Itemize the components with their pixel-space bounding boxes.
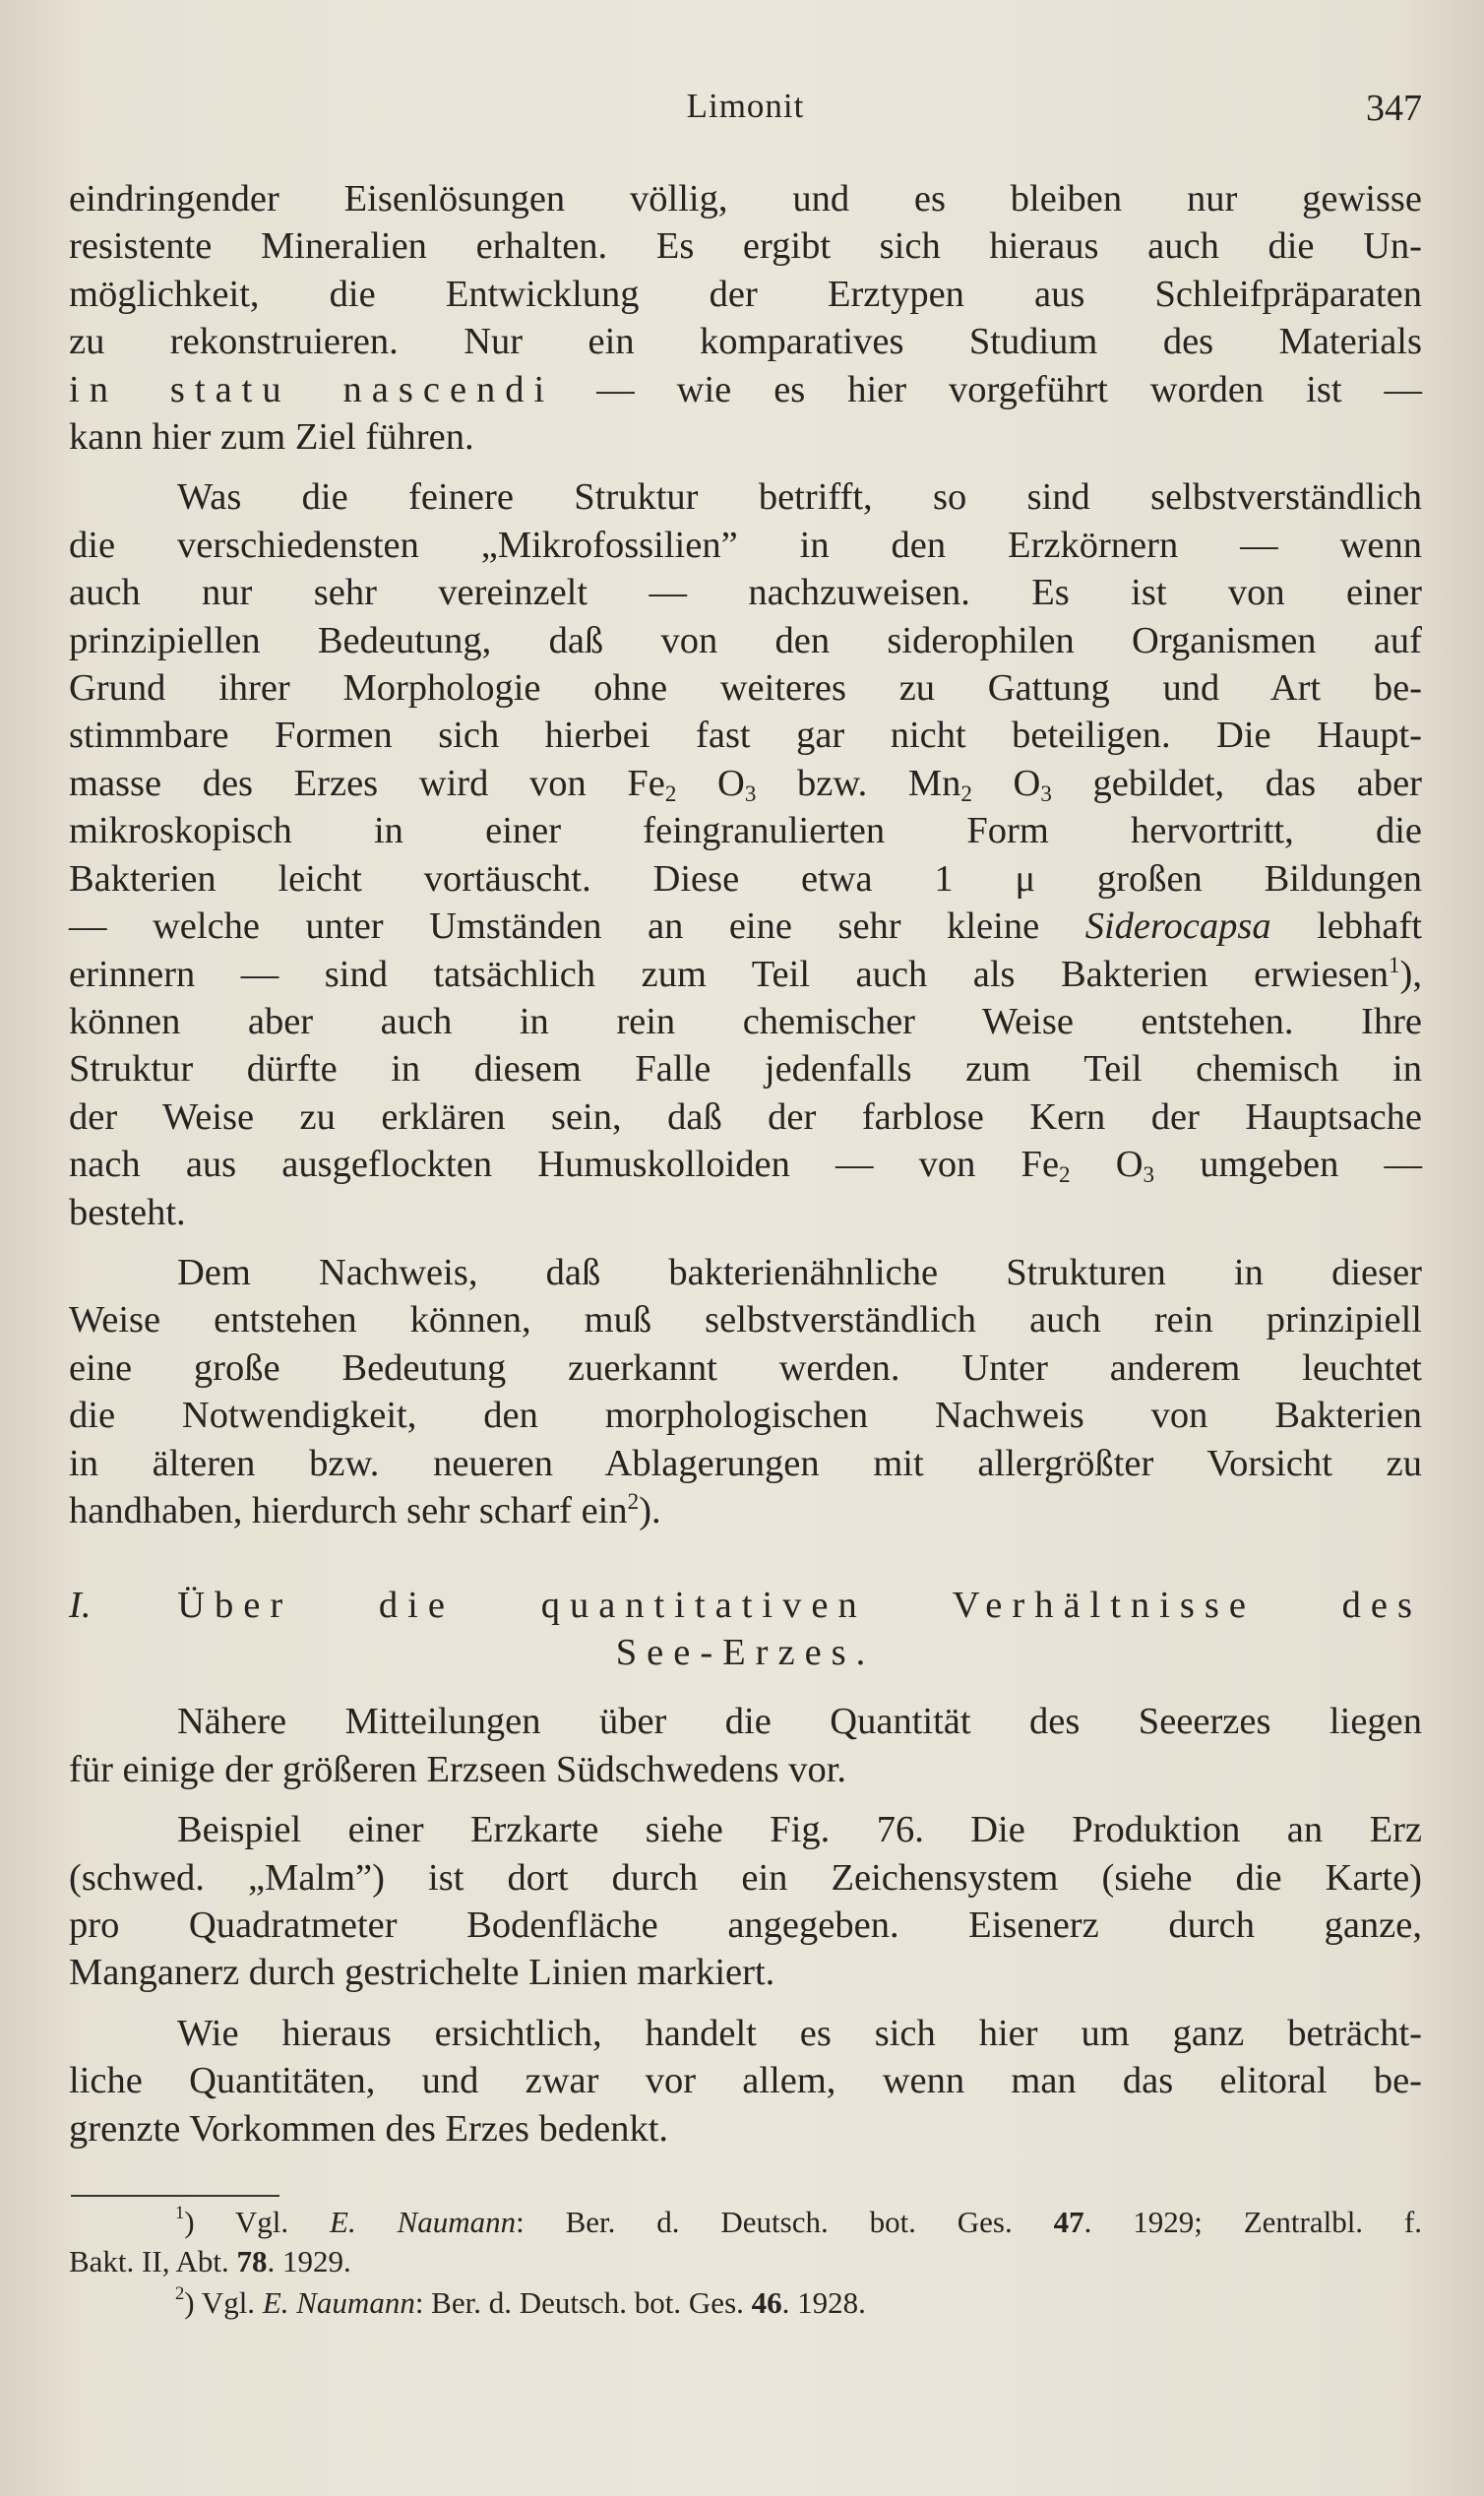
section-heading-line-1 [69, 1582, 1422, 1629]
footnote-volume: 78 [236, 2244, 268, 2278]
footnote-author: E. Naumann [330, 2205, 517, 2239]
text-line: resistente Mineralien erhalten. Es ergibt sich hieraus auch die Un- [69, 225, 1422, 268]
text-line: die Notwendigkeit, den morphologischen Nachweis von Bakterien [69, 1395, 1422, 1437]
footnote-marker: 1 [175, 2203, 185, 2223]
text-line: Beispiel einer Erzkarte siehe Fig. 76. Die Produktion an Erz [177, 1809, 1422, 1851]
text-line: kann hier zum Ziel führen. [69, 416, 474, 459]
text-segment: lebhaft [1270, 905, 1423, 948]
section-paragraph-3 [69, 2010, 1422, 2153]
footnotes [69, 2203, 1422, 2323]
text-line: grenzte Vorkommen des Erzes bedenkt. [69, 2107, 669, 2150]
footnote-line [69, 2283, 1422, 2323]
text-line: in älteren bzw. neueren Ablagerungen mit allergrößter Vorsicht zu [69, 1442, 1422, 1484]
footnote-marker: 2 [175, 2283, 185, 2304]
section-paragraph-2 [69, 1806, 1422, 1997]
subscript: 3 [1143, 1161, 1155, 1188]
text-line: eindringender Eisenlösungen völlig, und es bleiben nur gewisse [69, 178, 1422, 219]
text-line [69, 1141, 1422, 1188]
text-segment: erinnern — sind tatsächlich zum Teil auch als Bakterien erwiesen [69, 953, 1389, 995]
text-segment: O [1070, 1144, 1144, 1186]
text-line [69, 1487, 1422, 1534]
footnote-volume: 47 [1053, 2205, 1084, 2239]
text-segment: : Ber. d. Deutsch. bot. Ges. [414, 2285, 752, 2320]
page-number: 347 [1366, 88, 1422, 129]
footnote-author: E. Naumann [262, 2285, 415, 2320]
text-line: können aber auch in rein chemischer Weise entstehen. Ihre [69, 1000, 1422, 1042]
section-paragraph-1 [69, 1698, 1422, 1793]
text-line [69, 903, 1422, 950]
text-line: zu rekonstruieren. Nur ein komparatives Studium des Materials [69, 321, 1422, 363]
text-segment: masse des Erzes wird von Fe [69, 762, 665, 804]
paragraph-3 [69, 1249, 1422, 1534]
text-line: auch nur sehr vereinzelt — nachzuweisen. Es ist von einer [69, 572, 1422, 614]
italic-genus: Siderocapsa [1084, 905, 1271, 948]
text-line: Grund ihrer Morphologie ohne weiteres zu Gattung und Art be- [69, 667, 1422, 710]
text-segment: nach aus ausgeflockten Humuskolloiden — von Fe [69, 1144, 1060, 1186]
text-line: pro Quadratmeter Bodenfläche angegeben. Eisenerz durch ganze, [69, 1904, 1422, 1946]
text-line: mikroskopisch in einer feingranulierten Form hervortritt, die [69, 810, 1422, 852]
text-line: besteht. [69, 1191, 186, 1233]
text-line: möglichkeit, die Entwicklung der Erztypen aus Schleifpräparaten [69, 273, 1422, 315]
text-segment: . 1929. [267, 2244, 351, 2278]
subscript: 2 [960, 780, 972, 806]
text-line [69, 366, 1422, 413]
text-segment: bzw. Mn [756, 762, 961, 804]
text-segment: O [676, 762, 745, 804]
text-segment: — welche unter Umständen an eine sehr kleine [69, 905, 1085, 948]
section-heading [69, 1582, 1422, 1676]
text-line: Wie hieraus ersichtlich, handelt es sich hier um ganz beträcht- [177, 2012, 1422, 2054]
text-line [69, 760, 1422, 807]
text-segment: . 1928. [781, 2285, 866, 2320]
text-line: Weise entstehen können, muß selbstverständlich auch rein prinzipiell [69, 1299, 1422, 1342]
footnote-2 [69, 2283, 1422, 2323]
text-line: prinzipiellen Bedeutung, daß von den siderophilen Organismen auf [69, 619, 1422, 661]
paragraph-1 [69, 175, 1422, 461]
text-line: Nähere Mitteilungen über die Quantität des Seeerzes liegen [177, 1701, 1422, 1743]
text-segment: — wie es hier vorgeführt worden ist — [554, 368, 1423, 410]
text-segment: ), [1399, 953, 1422, 995]
text-line: die verschiedensten „Mikrofossilien” in den Erzkörnern — wenn [69, 524, 1422, 566]
footnote-ref: 2 [627, 1487, 640, 1514]
text-segment: ) Vgl. [184, 2285, 263, 2320]
text-line: Struktur dürfte in diesem Falle jedenfalls zum Teil chemisch in [69, 1048, 1422, 1091]
text-segment: : Ber. d. Deutsch. bot. Ges. [516, 2205, 1054, 2239]
text-line: für einige der größeren Erzseen Südschwedens vor. [69, 1748, 847, 1790]
text-segment: umgeben — [1154, 1144, 1422, 1186]
footnote-line [69, 2203, 1422, 2242]
subscript: 2 [1059, 1161, 1071, 1188]
footnote-volume: 46 [751, 2285, 782, 2320]
subscript: 2 [664, 780, 677, 806]
running-title: Limonit [686, 87, 805, 125]
text-segment: ) Vgl. [184, 2205, 331, 2239]
body-text [69, 175, 1422, 2153]
text-line: eine große Bedeutung zuerkannt werden. Unter anderem leuchtet [69, 1346, 1422, 1389]
text-line [69, 951, 1422, 998]
paragraph-2 [69, 473, 1422, 1236]
page-header [69, 87, 1422, 136]
text-segment: Bakt. II, Abt. [69, 2244, 237, 2278]
text-line: Bakterien leicht vortäuscht. Diese etwa 1 μ großen Bildungen [69, 857, 1422, 900]
footnote-divider [71, 2195, 279, 2197]
text-segment: gebildet, das aber [1051, 762, 1423, 804]
text-line: (schwed. „Malm”) ist dort durch ein Zeichensystem (siehe die Karte) [69, 1856, 1422, 1899]
text-segment: ). [639, 1489, 661, 1531]
footnote-1 [69, 2203, 1422, 2281]
section-title-text: Über die quantitativen Verhältnisse des [177, 1585, 1422, 1627]
footnote-line [69, 2242, 1422, 2281]
text-line: Dem Nachweis, daß bakterienähnliche Strukturen in dieser [177, 1251, 1422, 1293]
spaced-phrase: in statu nascendi [69, 368, 555, 410]
section-number: I. [69, 1585, 92, 1627]
footnote-ref: 1 [1389, 951, 1400, 977]
text-segment: . 1929; Zentralbl. f. [1083, 2205, 1422, 2239]
text-line: Was die feinere Struktur betrifft, so sind selbstverständlich [177, 476, 1422, 519]
text-segment: handhaben, hierdurch sehr scharf ein [69, 1489, 628, 1531]
text-segment: O [971, 762, 1041, 804]
section-heading-line-2: See-Erzes. [615, 1632, 876, 1674]
subscript: 3 [744, 780, 757, 806]
text-line: Manganerz durch gestrichelte Linien markiert. [69, 1952, 775, 1994]
text-line: der Weise zu erklären sein, daß der farblose Kern der Hauptsache [69, 1095, 1422, 1138]
subscript: 3 [1040, 780, 1052, 806]
text-line: stimmbare Formen sich hierbei fast gar nicht beteiligen. Die Haupt- [69, 715, 1422, 757]
text-line: liche Quantitäten, und zwar vor allem, wenn man das elitoral be- [69, 2060, 1422, 2102]
